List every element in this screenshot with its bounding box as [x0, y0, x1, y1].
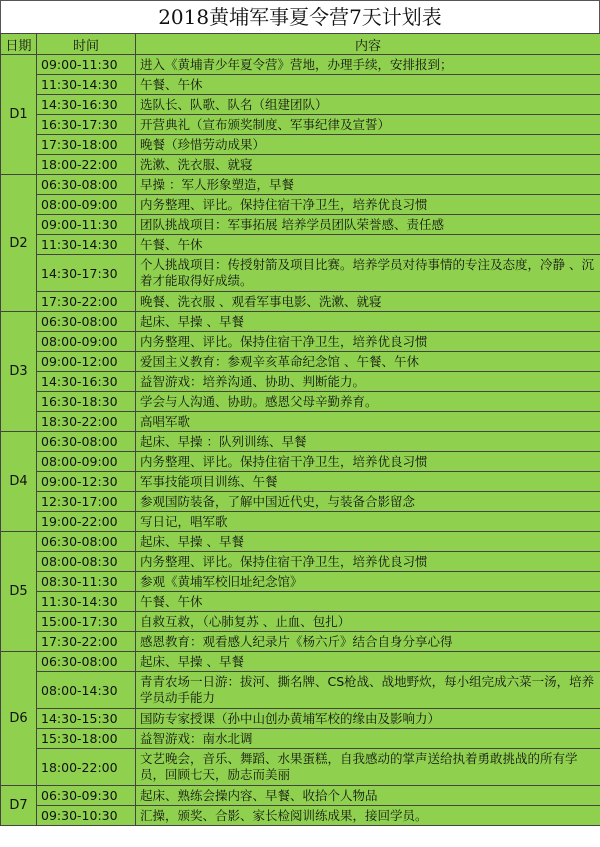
table-row	[1, 312, 600, 332]
time-cell: 17:30-18:00	[37, 135, 136, 155]
schedule-body	[1, 55, 600, 826]
content-cell: 午餐、午休	[136, 235, 600, 255]
content-cell: 高唱军歌	[136, 412, 600, 432]
content-cell: 学会与人沟通、协助。感恩父母辛勤养育。	[136, 392, 600, 412]
time-cell: 11:30-14:30	[37, 235, 136, 255]
content-cell: 晚餐、洗衣服 、观看军事电影、洗漱、就寝	[136, 292, 600, 312]
time-cell: 18:30-22:00	[37, 412, 136, 432]
table-row	[1, 672, 600, 709]
time-cell: 06:30-09:30	[37, 786, 136, 806]
table-row	[1, 532, 600, 552]
time-cell: 14:30-16:30	[37, 372, 136, 392]
time-cell: 14:30-17:30	[37, 255, 136, 292]
table-row	[1, 572, 600, 592]
time-cell: 09:00-12:00	[37, 352, 136, 372]
schedule-table	[0, 33, 600, 826]
content-cell: 开营典礼（宣布颁奖制度、军事纪律及宣誓）	[136, 115, 600, 135]
table-row	[1, 55, 600, 75]
table-row	[1, 632, 600, 652]
time-cell: 09:00-11:30	[37, 55, 136, 75]
content-cell: 起床、早操 ：队列训练、早餐	[136, 432, 600, 452]
content-cell: 起床、早操 、早餐	[136, 312, 600, 332]
content-cell: 内务整理、评比。保持住宿干净卫生，培养优良习惯	[136, 452, 600, 472]
table-row	[1, 392, 600, 412]
table-row	[1, 806, 600, 826]
time-cell: 08:30-11:30	[37, 572, 136, 592]
time-cell: 06:30-08:00	[37, 175, 136, 195]
content-cell: 起床、早操 、早餐	[136, 532, 600, 552]
content-cell: 晚餐（珍惜劳动成果）	[136, 135, 600, 155]
day-label: D6	[1, 652, 37, 786]
table-row	[1, 786, 600, 806]
table-row	[1, 552, 600, 572]
time-cell: 18:00-22:00	[37, 155, 136, 175]
time-cell: 19:00-22:00	[37, 512, 136, 532]
content-cell: 参观国防装备，了解中国近代史，与装备合影留念	[136, 492, 600, 512]
table-row	[1, 372, 600, 392]
time-cell: 12:30-17:00	[37, 492, 136, 512]
table-row	[1, 352, 600, 372]
table-row	[1, 592, 600, 612]
content-cell: 洗漱、洗衣服、就寝	[136, 155, 600, 175]
table-row	[1, 255, 600, 292]
time-cell: 17:30-22:00	[37, 632, 136, 652]
table-row	[1, 709, 600, 729]
content-cell: 爱国主义教育：参观辛亥革命纪念馆 、午餐、午休	[136, 352, 600, 372]
table-row	[1, 512, 600, 532]
content-cell: 参观《黄埔军校旧址纪念馆》	[136, 572, 600, 592]
table-row	[1, 95, 600, 115]
content-cell: 起床、熟练会操内容、早餐、收拾个人物品	[136, 786, 600, 806]
content-cell: 团队挑战项目：军事拓展 培养学员团队荣誉感、责任感	[136, 215, 600, 235]
header-row	[1, 34, 600, 55]
time-cell: 09:00-12:30	[37, 472, 136, 492]
table-row	[1, 155, 600, 175]
table-row	[1, 292, 600, 312]
content-cell: 自救互救，（心肺复苏 、止血、包扎）	[136, 612, 600, 632]
table-row	[1, 652, 600, 672]
time-cell: 14:30-16:30	[37, 95, 136, 115]
table-row	[1, 195, 600, 215]
time-cell: 06:30-08:00	[37, 432, 136, 452]
day-label: D5	[1, 532, 37, 652]
time-cell: 06:30-08:00	[37, 312, 136, 332]
time-cell: 14:30-15:30	[37, 709, 136, 729]
table-row	[1, 432, 600, 452]
day-label: D1	[1, 55, 37, 175]
table-row	[1, 115, 600, 135]
time-cell: 06:30-08:00	[37, 532, 136, 552]
content-cell: 益智游戏：培养沟通、协助、判断能力。	[136, 372, 600, 392]
table-row	[1, 472, 600, 492]
table-row	[1, 215, 600, 235]
header-day: 日期	[1, 34, 37, 55]
day-label: D4	[1, 432, 37, 532]
time-cell: 11:30-14:30	[37, 75, 136, 95]
time-cell: 08:00-09:00	[37, 452, 136, 472]
time-cell: 09:00-11:30	[37, 215, 136, 235]
time-cell: 11:30-14:30	[37, 592, 136, 612]
content-cell: 午餐、午休	[136, 75, 600, 95]
table-row	[1, 135, 600, 155]
content-cell: 军事技能项目训练、午餐	[136, 472, 600, 492]
table-row	[1, 332, 600, 352]
time-cell: 06:30-08:00	[37, 652, 136, 672]
page-title: 2018黄埔军事夏令营7天计划表	[0, 0, 600, 33]
content-cell: 益智游戏：南水北调	[136, 729, 600, 749]
content-cell: 个人挑战项目：传授射箭及项目比赛。培养学员对待事情的专注及态度，冷静 、沉着才能取得好成绩。	[136, 255, 600, 292]
time-cell: 08:00-09:00	[37, 195, 136, 215]
table-row	[1, 749, 600, 786]
time-cell: 15:00-17:30	[37, 612, 136, 632]
content-cell: 文艺晚会，音乐、舞蹈、水果蛋糕，自我感动的掌声送给执着勇敢挑战的所有学员，回顾七天，励志而美丽	[136, 749, 600, 786]
table-row	[1, 75, 600, 95]
day-label: D2	[1, 175, 37, 312]
table-row	[1, 729, 600, 749]
content-cell: 写日记，唱军歌	[136, 512, 600, 532]
content-cell: 早操 ：军人形象塑造，早餐	[136, 175, 600, 195]
table-row	[1, 412, 600, 432]
time-cell: 17:30-22:00	[37, 292, 136, 312]
content-cell: 感恩教育：观看感人纪录片《杨六斤》结合自身分享心得	[136, 632, 600, 652]
time-cell: 16:30-18:30	[37, 392, 136, 412]
content-cell: 内务整理、评比。保持住宿干净卫生，培养优良习惯	[136, 195, 600, 215]
table-row	[1, 492, 600, 512]
day-label: D3	[1, 312, 37, 432]
content-cell: 汇操，颁奖、合影、家长检阅训练成果，接回学员。	[136, 806, 600, 826]
table-row	[1, 235, 600, 255]
content-cell: 起床、早操 、早餐	[136, 652, 600, 672]
time-cell: 08:00-09:00	[37, 332, 136, 352]
content-cell: 午餐、午休	[136, 592, 600, 612]
header-content: 内容	[136, 34, 600, 55]
time-cell: 08:00-08:30	[37, 552, 136, 572]
content-cell: 进入《黄埔青少年夏令营》营地，办理手续，安排报到；	[136, 55, 600, 75]
table-row	[1, 452, 600, 472]
content-cell: 国防专家授课（孙中山创办黄埔军校的缘由及影响力）	[136, 709, 600, 729]
content-cell: 选队长、队歌、队名（组建团队）	[136, 95, 600, 115]
time-cell: 08:00-14:30	[37, 672, 136, 709]
time-cell: 18:00-22:00	[37, 749, 136, 786]
header-time: 时间	[37, 34, 136, 55]
time-cell: 15:30-18:00	[37, 729, 136, 749]
content-cell: 内务整理、评比。保持住宿干净卫生，培养优良习惯	[136, 332, 600, 352]
content-cell: 内务整理、评比。保持住宿干净卫生，培养优良习惯	[136, 552, 600, 572]
day-label: D7	[1, 786, 37, 826]
content-cell: 青青农场一日游：拔河、撕名牌、CS枪战、战地野炊，每小组完成六菜一汤，培养学员动手能力	[136, 672, 600, 709]
time-cell: 16:30-17:30	[37, 115, 136, 135]
time-cell: 09:30-10:30	[37, 806, 136, 826]
table-row	[1, 175, 600, 195]
table-row	[1, 612, 600, 632]
